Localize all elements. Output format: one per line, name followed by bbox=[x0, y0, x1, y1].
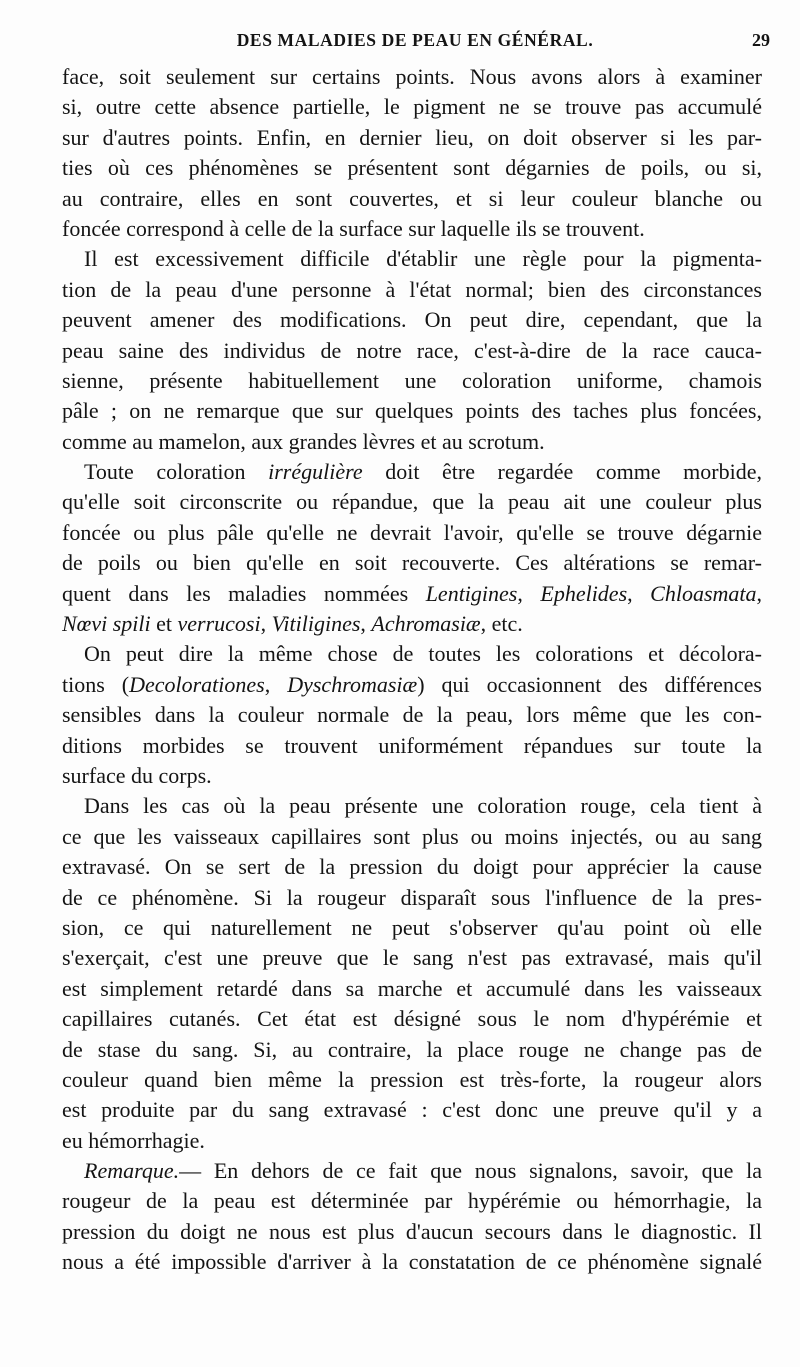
italic-term: Dyschromasiæ bbox=[287, 671, 418, 697]
text-line bbox=[62, 609, 762, 639]
text-line: au contraire, elles en sont couvertes, et si leur couleur blanche ou bbox=[62, 185, 762, 211]
text-line: sienne, présente habituellement une coloration uniforme, chamois bbox=[62, 367, 762, 393]
text-line: sur d'autres points. Enfin, en dernier lieu, on doit observer si les par- bbox=[62, 124, 762, 150]
italic-term: irrégulière bbox=[268, 459, 363, 485]
text-line: ditions morbides se trouvent uniformément répandues sur toute la bbox=[62, 732, 762, 758]
text-line: est simplement retardé dans sa marche et accumulé dans les vaisseaux bbox=[62, 975, 762, 1001]
text-line: de poils ou bien qu'elle en soit recouverte. Ces altérations se remar- bbox=[62, 550, 762, 576]
running-title: DES MALADIES DE PEAU EN GÉNÉRAL. bbox=[236, 30, 594, 50]
text-line: capillaires cutanés. Cet état est désigné sous le nom d'hypérémie et bbox=[62, 1006, 762, 1032]
text-line: Dans les cas où la peau présente une coloration rouge, cela tient à bbox=[84, 793, 762, 819]
text-line: On peut dire la même chose de toutes les colorations et décolora- bbox=[84, 641, 762, 667]
text-run: doit être regardée comme morbide, bbox=[362, 459, 762, 485]
paragraph-4 bbox=[62, 639, 762, 791]
text-run: , bbox=[360, 611, 372, 637]
text-line: si, outre cette absence partielle, le pigment ne se trouve pas accumulé bbox=[62, 94, 762, 120]
italic-term: Remarque. bbox=[84, 1158, 180, 1184]
text-line: sensibles dans la couleur normale de la peau, lors même que les con- bbox=[62, 702, 762, 728]
text-line: nous a été impossible d'arriver à la constatation de ce phénomène signalé bbox=[62, 1249, 762, 1275]
body-text bbox=[62, 62, 762, 1278]
text-line: ties où ces phénomènes se présentent sont dégarnies de poils, ou si, bbox=[62, 155, 762, 181]
italic-term: Lentigines bbox=[425, 580, 518, 606]
text-line: pression du doigt ne nous est plus d'aucun secours dans le diagnostic. Il bbox=[62, 1218, 762, 1244]
text-line: peuvent amener des modifications. On peut dire, cependant, que la bbox=[62, 307, 762, 333]
paragraph-3 bbox=[62, 457, 762, 639]
paragraph-2 bbox=[62, 244, 762, 457]
italic-term: Nœvi spili bbox=[62, 611, 151, 637]
text-line: surface du corps. bbox=[62, 762, 212, 788]
text-line: de stase du sang. Si, au contraire, la place rouge ne change pas de bbox=[62, 1036, 762, 1062]
text-line: est produite par du sang extravasé : c'est donc une preuve qu'il y a bbox=[62, 1097, 762, 1123]
page-number: 29 bbox=[752, 30, 770, 50]
text-line: tion de la peau d'une personne à l'état normal; bien des circonstances bbox=[62, 276, 762, 302]
text-run: , bbox=[264, 671, 288, 697]
text-run: — En dehors de ce fait que nous signalons, savoir, que la bbox=[179, 1158, 762, 1184]
text-line: foncée ou plus pâle qu'elle ne devrait l'avoir, qu'elle se trouve dégarnie bbox=[62, 519, 762, 545]
running-head bbox=[60, 30, 770, 56]
text-run: ) qui occasionnent des différences bbox=[417, 671, 762, 697]
text-line: eu hémorrhagie. bbox=[62, 1127, 205, 1153]
text-line: s'exerçait, c'est une preuve que le sang n'est pas extravasé, mais qu'il bbox=[62, 945, 762, 971]
text-run: , bbox=[260, 611, 272, 637]
paragraph-1 bbox=[62, 62, 762, 244]
text-run: et bbox=[150, 611, 178, 637]
italic-term: Decolorationes bbox=[129, 671, 265, 697]
text-line: couleur quand bien même la pression est très-forte, la rougeur alors bbox=[62, 1066, 762, 1092]
text-line: foncée correspond à celle de la surface sur laquelle ils se trouvent. bbox=[62, 215, 645, 241]
text-run: quent dans les maladies nommées bbox=[62, 580, 426, 606]
paragraph-6 bbox=[62, 1156, 762, 1278]
text-run: , bbox=[756, 580, 762, 606]
text-run: , bbox=[517, 580, 541, 606]
text-run: Toute coloration bbox=[84, 459, 269, 485]
text-line: pâle ; on ne remarque que sur quelques points des taches plus foncées, bbox=[62, 398, 762, 424]
text-line: de ce phénomène. Si la rougeur disparaît sous l'influence de la pres- bbox=[62, 884, 762, 910]
text-line bbox=[62, 670, 762, 700]
text-line: comme au mamelon, aux grandes lèvres et au scrotum. bbox=[62, 428, 545, 454]
text-line bbox=[62, 579, 762, 609]
paragraph-5 bbox=[62, 791, 762, 1156]
text-line: sion, ce qui naturellement ne peut s'observer qu'au point où elle bbox=[62, 914, 762, 940]
text-line bbox=[62, 1156, 762, 1186]
italic-term: Achromasiæ bbox=[371, 611, 481, 637]
text-run: , etc. bbox=[480, 611, 523, 637]
italic-term: Chloasmata bbox=[650, 580, 757, 606]
text-line: peau saine des individus de notre race, c'est-à-dire de la race cauca- bbox=[62, 337, 762, 363]
text-line: ce que les vaisseaux capillaires sont plus ou moins injectés, ou au sang bbox=[62, 823, 762, 849]
italic-term: Vitiligines bbox=[271, 611, 361, 637]
italic-term: Ephelides bbox=[540, 580, 628, 606]
text-line: rougeur de la peau est déterminée par hypérémie ou hémorrhagie, la bbox=[62, 1188, 762, 1214]
text-line: qu'elle soit circonscrite ou répandue, que la peau ait une couleur plus bbox=[62, 489, 762, 515]
text-run: , bbox=[627, 580, 651, 606]
text-line: extravasé. On se sert de la pression du doigt pour apprécier la cause bbox=[62, 854, 762, 880]
italic-term: verrucosi bbox=[177, 611, 261, 637]
text-run: tions ( bbox=[62, 671, 130, 697]
text-line bbox=[62, 457, 762, 487]
text-line: Il est excessivement difficile d'établir une règle pour la pigmenta- bbox=[84, 246, 762, 272]
text-line: face, soit seulement sur certains points. Nous avons alors à examiner bbox=[62, 64, 762, 89]
